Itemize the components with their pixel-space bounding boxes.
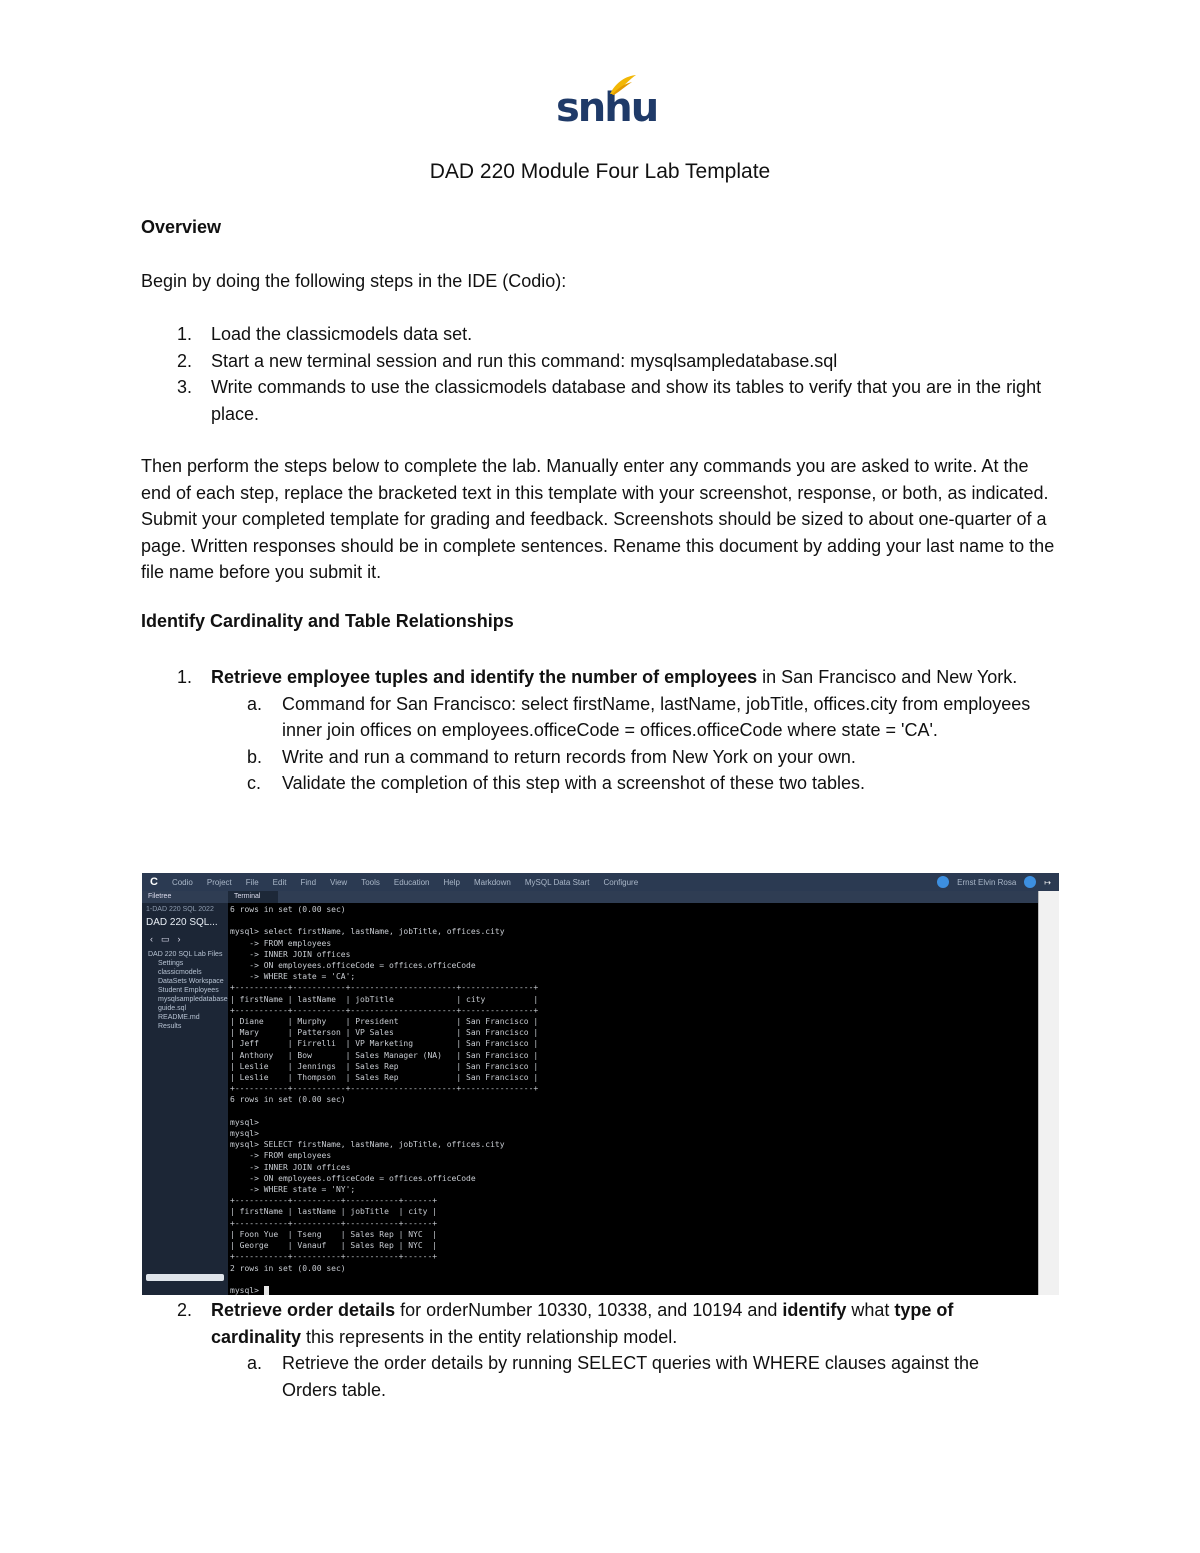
ide-menubar [142, 873, 1059, 891]
page-title: DAD 220 Module Four Lab Template [429, 160, 771, 183]
task-item-2: 2. Retrieve order details for orderNumber 10330, 10338, and 10194 and identify what type of cardinality this represents in the entity relationship model. a. Retrieve the order details by running SELECT queries with WHERE clauses against the Orders table. [141, 1297, 1061, 1403]
menu-item: Find [300, 877, 317, 887]
menu-item: Help [443, 877, 460, 887]
list-item: a. Retrieve the order details by running SELECT queries with WHERE clauses against the Orders table. [247, 1353, 980, 1400]
filetree-tab: Filetree [142, 891, 228, 903]
list-item: 2. Start a new terminal session and run this command: mysqlsampledatabase.sql [177, 350, 838, 371]
setup-steps-list [141, 321, 1061, 427]
terminal-output [230, 904, 1038, 1294]
logo-wordmark: snhu [556, 85, 658, 131]
logout-icon: ↦ [1044, 877, 1051, 887]
file-item: README.md [158, 1014, 200, 1021]
menu-item: View [330, 877, 348, 887]
snhu-logo [556, 74, 658, 132]
file-item: classicmodels [158, 969, 202, 976]
ide-file-sidebar [142, 891, 228, 1295]
menu-item: File [245, 877, 259, 887]
menu-item: Markdown [473, 877, 511, 887]
file-item: guide.sql [158, 1005, 187, 1012]
list-item: 3. Write commands to use the classicmodels database and show its tables to verify that you are in the right place. [177, 377, 1042, 424]
flame-leaf-icon [608, 74, 638, 96]
menu-item: Configure [603, 877, 639, 887]
phone-icon [937, 876, 949, 888]
file-item: mysqlsampledatabase [158, 996, 228, 1003]
list-item: a. Command for San Francisco: select firstName, lastName, jobTitle, offices.city from employees inner join offices on employees.officeCode = offices.officeCode where state = 'CA'. [247, 693, 1031, 740]
list-item: 1. Load the classicmodels data set. [177, 324, 473, 344]
codio-logo-icon: C [150, 876, 158, 888]
list-item: b. Write and run a command to return records from New York on your own. [247, 746, 856, 767]
project-name: DAD 220 SQL... [146, 917, 218, 928]
list-item: c. Validate the completion of this step with a screenshot of these two tables. [247, 773, 865, 793]
file-item: Settings [158, 960, 184, 967]
folder-item: DAD 220 SQL Lab Files [148, 951, 223, 958]
menu-item: Project [206, 877, 232, 887]
menu-item: Education [393, 877, 430, 887]
task-item-1: 1. Retrieve employee tuples and identify the number of employees in San Francisco and New York. a. Command for San Francisco: select firstName, lastName, jobTitle, offices.city from employees inner join offices on employees.officeCode = offices.officeCode where state = 'CA'. b. Write and run a command to return records from New York on your own. c. Validate the completion of this step with a screenshot of these two tables. [141, 664, 1061, 797]
file-item: DataSets Workspace [158, 978, 224, 985]
power-icon [1024, 876, 1036, 888]
terminal-tab-bar [228, 891, 1039, 903]
file-item: Student Employees [158, 987, 219, 994]
overview-intro: Begin by doing the following steps in the IDE (Codio): [141, 271, 567, 291]
file-item: Results [158, 1023, 182, 1030]
terminal-scrollbar [1038, 891, 1059, 1295]
menu-item: Edit [272, 877, 287, 887]
menu-item: MySQL Data Start [524, 877, 590, 887]
terminal-cursor [264, 1286, 269, 1295]
codio-ide-screenshot [142, 873, 1059, 1295]
section-heading: Identify Cardinality and Table Relationships [141, 611, 514, 631]
menu-item: Codio [171, 877, 193, 887]
terminal-tab: Terminal [228, 891, 278, 903]
task-list-2 [141, 1297, 1061, 1403]
instructions-paragraph: Then perform the steps below to complete the lab. Manually enter any commands you are asked to write. At the end of each step, replace the bracketed text in this template with your screenshot, response, or both, as indicated. Submit your completed template for grading and feedback. Screenshots should be sized to about one-quarter of a page. Written responses should be in complete sentences. Rename this document by adding your last name to the file name before you submit it. [141, 456, 1055, 582]
user-name: Ernst Elvin Rosa [957, 877, 1017, 887]
task-1-subitems [211, 691, 1061, 797]
sidebar-toolbar: ‹▭› [150, 934, 189, 944]
terminal-text: 6 rows in set (0.00 sec) mysql> select firstName, lastName, jobTitle, offices.city -> FROM employees -> INNER JOIN offices -> ON employees.officeCode = offices.officeCode -> WHERE state = 'CA'; +-----------+-----------+----------------------+---------------+ | firstName | lastName | jobTitle | city | +-----------+-----------+----------------------+---------------+ | Diane | Murphy | President | San Francisco | | Mary | Patterson | VP Sales | San Francisco | | Jeff | Firrelli | VP Marketing | San Francisco | | Anthony | Bow | Sales Manager (NA) | San Francisco | | Leslie | Jennings | Sales Rep | San Francisco | | Leslie | Thompson | Sales Rep | San Francisco | +-----------+-----------+----------------------+---------------+ 6 rows in set (0.00 sec) mysql> mysql> mysql> SELECT firstName, lastName, jobTitle, offices.city -> FROM employees -> INNER JOIN offices -> ON employees.officeCode = offices.officeCode -> WHERE state = 'NY'; +-----------+----------+-----------+------+ | firstName | lastName | jobTitle | city | +-----------+----------+-----------+------+ | Foon Yue | Tseng | Sales Rep | NYC | | George | Vanauf | Sales Rep | NYC | +-----------+----------+-----------+------+ 2 rows in set (0.00 sec) mysql> [230, 905, 539, 1295]
task-2-subitems [211, 1350, 1031, 1403]
menu-item: Tools [361, 877, 380, 887]
overview-heading: Overview [141, 217, 222, 237]
sidebar-scrollbar [146, 1274, 224, 1281]
task-list-1 [141, 664, 1061, 797]
project-path: 1-DAD 220 SQL 2022 [146, 906, 214, 913]
